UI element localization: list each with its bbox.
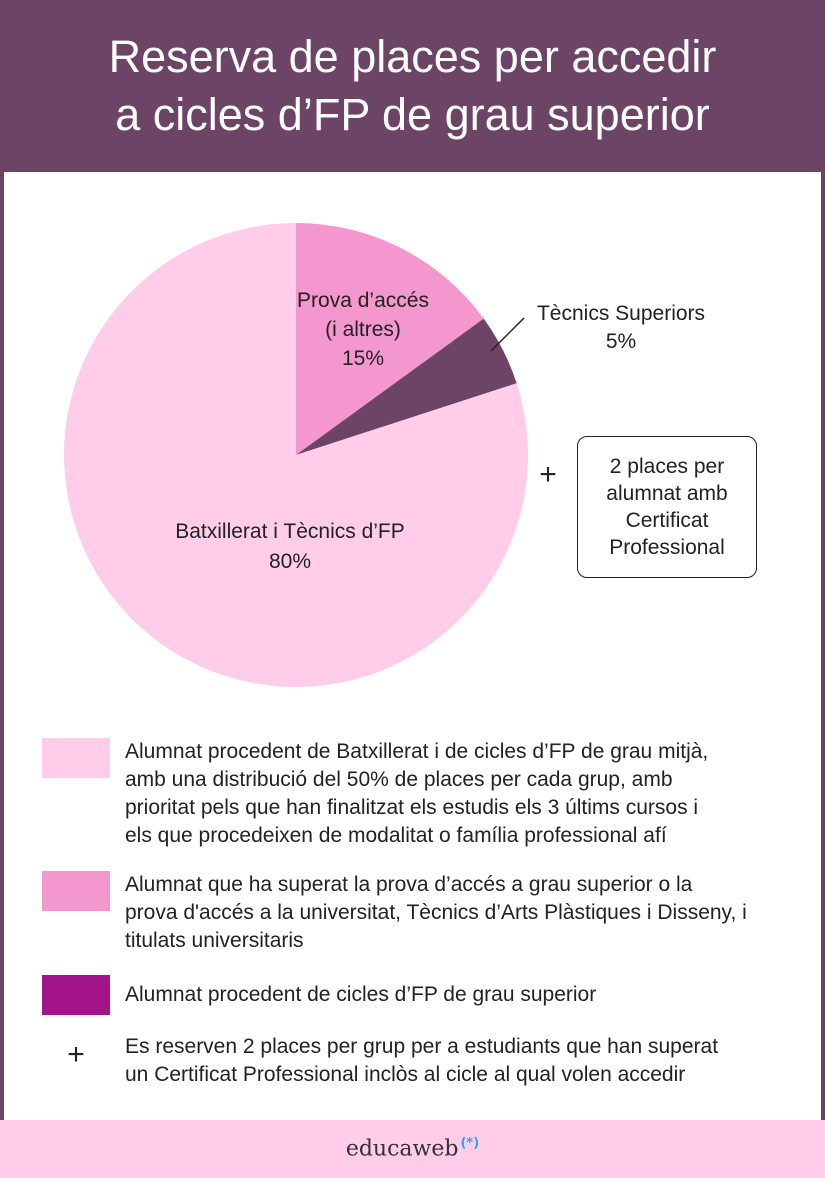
legend-text: [125, 738, 765, 850]
page-title-line-2: a cicles d’FP de grau superior: [115, 89, 710, 140]
legend-line: prova d'accés a la universitat, Tècnics d’Arts Plàstiques i Disseny, i: [125, 901, 747, 924]
slice-value-tecnics-superiors: 5%: [605, 330, 637, 353]
footer: [0, 1120, 825, 1178]
certificate-box-line: Professional: [609, 536, 725, 559]
slice-value-prova-acces: 15%: [341, 347, 385, 370]
legend-item-certificat: [42, 1033, 765, 1089]
logo-text: educaweb: [345, 1136, 459, 1162]
legend-text: [125, 1033, 765, 1089]
legend-line: Alumnat procedent de Batxillerat i de cicles d’FP de grau mitjà,: [125, 740, 709, 763]
legend-item-prova-acces: [42, 871, 765, 955]
leader-line: [491, 318, 524, 351]
legend-line: titulats universitaris: [125, 929, 304, 952]
slice-label-batxillerat: Batxillerat i Tècnics d’FP: [175, 520, 405, 543]
legend-line: Alumnat procedent de cicles d’FP de grau superior: [125, 983, 597, 1006]
slice-value-batxillerat: 80%: [268, 550, 312, 573]
legend-line: prioritat pels que han finalitzat els estudis els 3 últims cursos i: [125, 796, 699, 819]
legend-swatch: [42, 975, 110, 1015]
slice-label-tecnics-superiors: Tècnics Superiors: [536, 302, 706, 325]
certificate-box-line: 2 places per: [609, 455, 725, 478]
certificate-box-line: alumnat amb: [606, 482, 728, 505]
legend-text: [125, 975, 765, 1015]
legend-line: els que procedeixen de modalitat o família professional afí: [125, 824, 667, 847]
plus-sign: +: [539, 458, 557, 491]
header: [0, 0, 825, 172]
logo-mark-icon: (*): [460, 1136, 480, 1152]
slice-label-prova-acces: (i altres): [325, 318, 401, 341]
page-title-line-1: Reserva de places per accedir: [108, 31, 717, 82]
legend-swatch: [42, 871, 110, 911]
certificate-box-line: Certificat: [625, 509, 709, 532]
legend-line: un Certificat Professional inclòs al cicle al qual volen accedir: [125, 1063, 686, 1086]
legend-text: [125, 871, 765, 955]
legend-item-batxillerat: [42, 738, 765, 850]
legend-item-tecnics-superiors: [42, 975, 765, 1015]
legend-swatch: [42, 738, 110, 778]
legend-line: Alumnat que ha superat la prova d’accés a grau superior o la: [125, 873, 693, 896]
slice-label-prova-acces: Prova d’accés: [297, 289, 429, 312]
legend-line: Es reserven 2 places per grup per a estudiants que han superat: [125, 1035, 719, 1058]
legend-line: amb una distribució del 50% de places per cada grup, amb: [125, 768, 673, 791]
educaweb-logo[interactable]: [346, 1136, 479, 1161]
certificate-box: [577, 436, 757, 578]
plus-icon: +: [67, 1038, 85, 1071]
